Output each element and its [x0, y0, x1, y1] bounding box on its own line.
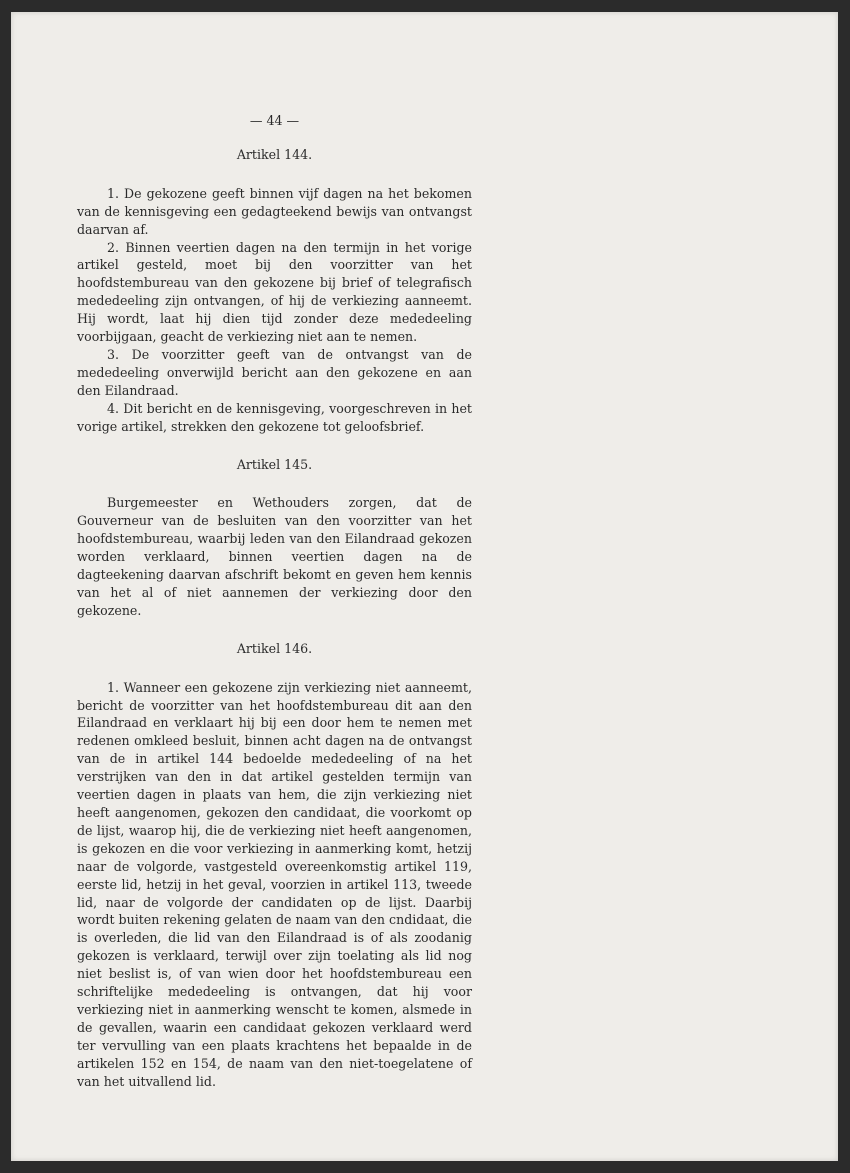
article-heading: Artikel 145. [236, 456, 313, 472]
paragraph: 1. Wanneer een gekozene zijn verkiezing niet aanneemt, bericht de voorzitter van het hoofdstembureau dit aan den Eilandraad en verklaart hij bij een door hem te nemen met redenen omkleed besluit, binnen acht dagen na de ontvangst van de in artikel 144 bedoelde mededeeling of na het verstrijken van den in dat artikel gestelden termijn van veertien dagen in plaats van hem, die zijn verkiezing niet heeft aangenomen, gekozen den candidaat, die voorkomt op de lijst, waarop hij, die de verkiezing niet heeft aangenomen, is gekozen en die voor verkiezing in aanmerking komt, hetzij naar de volgorde, vastgesteld overeenkomstig artikel 119, eerste lid, hetzij in het geval, voorzien in artikel 113, tweede lid, naar de volgorde der candidaten op de lijst. Daarbij wordt buiten rekening gelaten de naam van den cndidaat, die is overleden, die lid van den Eilandraad is of als zoodanig gekozen is verklaard, terwijl over zijn toelating als lid nog niet beslist is, of van wien door het hoofdstembureau een schriftelijke mededeeling is ontvangen, dat hij voor verkiezing niet in aanmerking wenscht te komen, alsmede in de gevallen, waarin een candidaat gekozen verklaard werd ter vervulling van een plaats krachtens het bepaalde in de artikelen 152 en 154, de naam van den niet-toegelatene of van het uitvallend lid. [77, 679, 472, 1089]
article-heading: Artikel 146. [236, 640, 313, 656]
document-body [77, 112, 472, 1111]
document-page [11, 12, 838, 1161]
paragraph: 1. De gekozene geeft binnen vijf dagen na het bekomen van de kennisgeving een gedagteekend bewijs van ontvangst daarvan af. [77, 185, 472, 237]
article-145 [77, 456, 472, 620]
paragraph: Burgemeester en Wethouders zorgen, dat de Gouverneur van de besluiten van den voorzitter van het hoofdstembureau, waarbij leden van den Eilandraad gekozen worden verklaard, binnen veertien dagen na de dagteekening daarvan afschrift bekomt en geven hem kennis van het al of niet aannemen der verkiezing door den gekozene. [77, 495, 472, 618]
page-number: — 44 — [249, 113, 300, 128]
paragraph: 4. Dit bericht en de kennisgeving, voorgeschreven in het vorige artikel, strekken den gekozene tot geloofsbrief. [77, 400, 472, 434]
paragraph: 2. Binnen veertien dagen na den termijn in het vorige artikel gesteld, moet bij den voorzitter van het hoofdstembureau van den gekozene bij brief of telegrafisch mededeeling zijn ontvangen, of hij de verkiezing aanneemt. Hij wordt, laat hij dien tijd zonder deze mededeeling voorbijgaan, geacht de verkiezing niet aan te nemen. [77, 239, 472, 345]
article-146 [77, 640, 472, 1091]
paragraph: 3. De voorzitter geeft van de ontvangst van de mededeeling onverwijld bericht aan den gekozene en aan den Eilandraad. [77, 346, 472, 398]
article-heading: Artikel 144. [236, 146, 313, 162]
article-144 [77, 146, 472, 436]
